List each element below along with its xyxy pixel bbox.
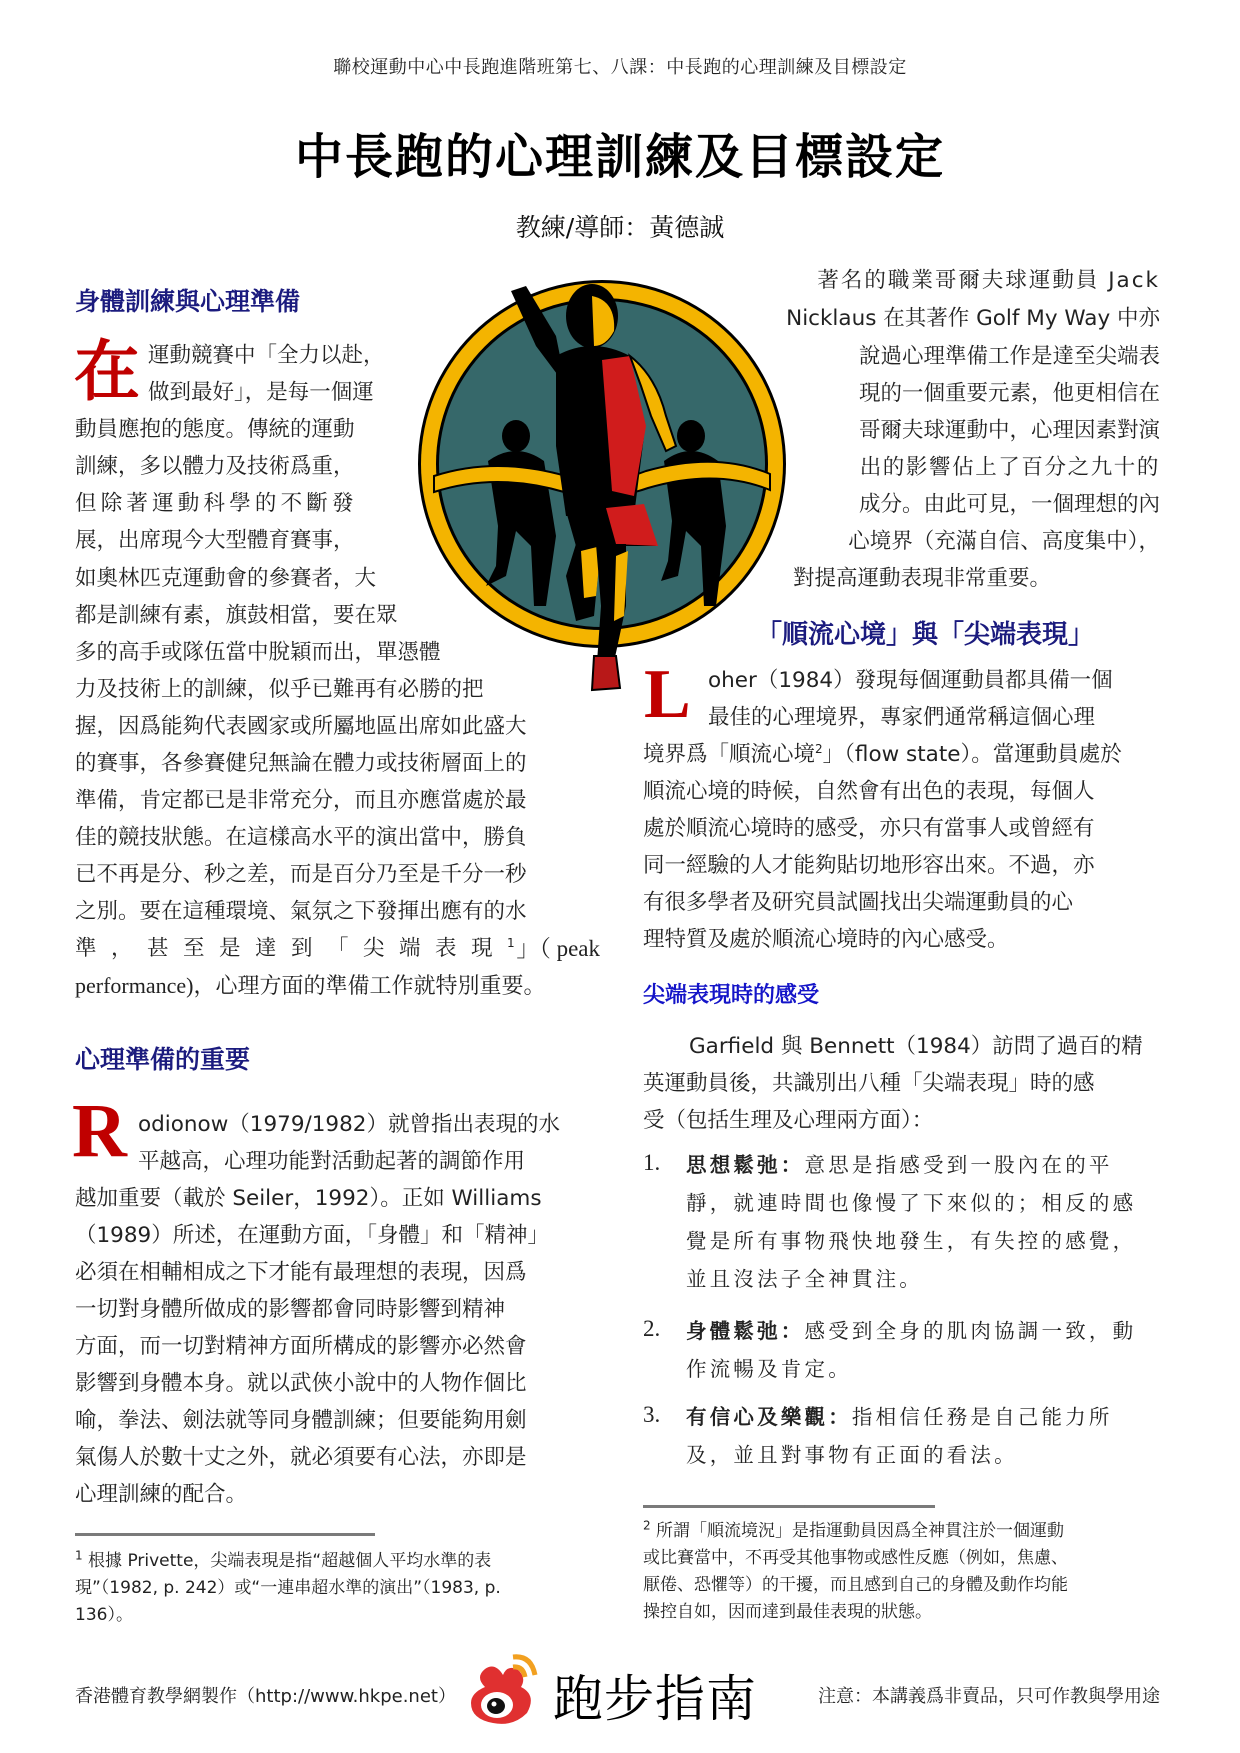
- dropcap-l: L: [644, 656, 691, 733]
- watermark-text: 跑步指南: [553, 1670, 757, 1728]
- footnote-ref-2[interactable]: 2: [815, 741, 823, 756]
- body-line: 說過心理準備工作是達至尖端表: [858, 344, 1160, 369]
- list-text: 指相信任務是自己能力所: [851, 1405, 1113, 1429]
- footer-credit: 香港體育教學網製作（http://www.hkpe.net）: [75, 1686, 456, 1707]
- body-line: 同一經驗的人才能夠貼切地形容出來。不過，亦: [643, 853, 1095, 878]
- body-line: 對提高運動表現非常重要。: [793, 566, 1052, 591]
- footnote-line: 現”（1982, p. 242）或“一連串超水準的演出”（1983, p.: [75, 1578, 501, 1598]
- body-line: 順流心境的時候，自然會有出色的表現，每個人: [643, 779, 1095, 804]
- body-line: 心境界（充滿自信、高度集中），: [848, 529, 1160, 554]
- list-item-3-line: 及，並且對事物有正面的看法。: [686, 1443, 1018, 1467]
- body-line-book: [760, 304, 1160, 334]
- body-line: 現的一個重要元素，他更相信在: [858, 381, 1160, 406]
- author-line: 教練/導師：黃德誠: [515, 213, 725, 242]
- body-line-text: 準，甚至是達到「尖端表現: [75, 936, 508, 961]
- list-item-3-line: [686, 1400, 1113, 1434]
- body-line: 之別。要在這種環境、氣氛之下發揮出應有的水: [75, 899, 527, 924]
- body-line: 平越高，心理功能對活動起著的調節作用: [138, 1149, 526, 1174]
- body-line: 有很多學者及研究員試圖找出尖端運動員的心: [643, 890, 1074, 915]
- list-item-1-line: [686, 1148, 1113, 1182]
- list-term: 思想鬆弛：: [686, 1153, 805, 1177]
- footnote-line: 或比賽當中，不再受其他事物或感性反應（例如，焦慮、: [643, 1548, 1068, 1568]
- body-line: 影響到身體本身。就以武俠小說中的人物作個比: [75, 1371, 527, 1396]
- footer-notice: 注意：本講義爲非賣品，只可作教與學用途: [818, 1686, 1160, 1707]
- body-line-text: 境界爲「順流心境: [643, 742, 816, 767]
- footnote-ref-1[interactable]: 1: [507, 935, 515, 950]
- footnote-separator: [643, 1505, 935, 1508]
- body-line: 已不再是分、秒之差，而是百分乃至是千分一秒: [75, 862, 527, 887]
- body-line: 哥爾夫球運動中，心理因素對演: [858, 418, 1160, 443]
- body-line: 力及技術上的訓練，似乎已難再有必勝的把: [75, 677, 484, 702]
- body-line: 喻，拳法、劍法就等同身體訓練；但要能夠用劍: [75, 1408, 527, 1433]
- list-item-1-line: 並且沒法子全神貫注。: [686, 1267, 923, 1291]
- list-text: 感受到全身的肌肉協調一致，動: [804, 1319, 1137, 1343]
- body-line: 氣傷人於數十丈之外，就必須要有心法，亦即是: [75, 1445, 527, 1470]
- footnote-line: 136）。: [75, 1605, 133, 1625]
- body-line: 受（包括生理及心理兩方面）：: [643, 1108, 934, 1133]
- body-line: 心理訓練的配合。: [75, 1482, 248, 1507]
- body-line-text: 」（flow state）。當運動員處於: [822, 742, 1122, 767]
- body-line: odionow（1979/1982）就曾指出表現的水: [138, 1112, 560, 1137]
- body-line: 做到最好」，是每一個運: [148, 380, 374, 405]
- body-line-flow: [643, 740, 1160, 770]
- section-heading-peak-feelings: 尖端表現時的感受: [643, 982, 820, 1008]
- dropcap-zai: 在: [74, 332, 140, 410]
- body-line: 訓練，多以體力及技術爲重，: [75, 454, 355, 479]
- footnote-text: 根據 Privette，尖端表現是指“超越個人平均水準的表: [88, 1551, 492, 1571]
- body-line: 英運動員後，共識別出八種「尖端表現」時的感: [643, 1071, 1095, 1096]
- body-line: （1989）所述，在運動方面，「身體」和「精神」: [75, 1223, 549, 1248]
- body-line: 方面，而一切對精神方面所構成的影響亦必然會: [75, 1334, 527, 1359]
- dropcap-r: R: [72, 1089, 127, 1173]
- list-number: 2.: [643, 1316, 661, 1341]
- body-line: oher（1984）發現每個運動員都具備一個: [708, 668, 1113, 693]
- footnote-text: 所謂「順流境況」是指運動員因爲全神貫注於一個運動: [656, 1521, 1065, 1541]
- body-line: 出的影響佔上了百分之九十的: [859, 455, 1160, 480]
- body-line-text: 」（ peak: [516, 936, 600, 961]
- body-line: 多的高手或隊伍當中脫穎而出，單憑體: [75, 640, 441, 665]
- section-heading-importance: 心理準備的重要: [75, 1045, 251, 1074]
- footnote-1: [75, 1549, 600, 1574]
- runner-illustration: [416, 276, 788, 696]
- body-line: 準備，肯定都已是非常充分，而且亦應當處於最: [75, 788, 527, 813]
- body-line: 理特質及處於順流心境時的內心感受。: [643, 927, 1009, 952]
- footnote-2: [643, 1519, 1160, 1544]
- body-line: 都是訓練有素，旗鼓相當，要在眾: [75, 603, 398, 628]
- body-line: 佳的競技狀態。在這樣高水平的演出當中，勝負: [75, 825, 527, 850]
- list-text: 意思是指感受到一股內在的平: [804, 1153, 1113, 1177]
- section-heading-flow-peak: 「順流心境」與「尖端表現」: [756, 620, 1095, 650]
- list-item-2-line: [686, 1314, 1136, 1348]
- body-line: 越加重要（載於 Seiler，1992）。正如 Williams: [75, 1186, 542, 1211]
- body-line: 必須在相輔相成之下才能有最理想的表現，因爲: [75, 1260, 527, 1285]
- body-line: 動員應抱的態度。傳統的運動: [75, 417, 355, 442]
- footnote-line: 操控自如，因而達到最佳表現的狀態。: [643, 1602, 932, 1622]
- footnote-number: 1: [75, 1548, 83, 1563]
- body-line: performance)，心理方面的準備工作就特別重要。: [75, 973, 546, 998]
- body-line: 握，因爲能夠代表國家或所屬地區出席如此盛大: [75, 714, 527, 739]
- body-line: 運動競賽中「全力以赴，: [148, 343, 385, 368]
- runner-finish-line-icon: [416, 276, 788, 696]
- body-line: 成分。由此可見，一個理想的內: [858, 492, 1160, 517]
- list-number: 1.: [643, 1150, 661, 1175]
- body-line: 最佳的心理境界，專家們通常稱這個心理: [708, 705, 1096, 730]
- section-heading-physical-mental: 身體訓練與心理準備: [75, 287, 301, 316]
- list-term: 有信心及樂觀：: [686, 1405, 852, 1429]
- body-line: 如奧林匹克運動會的參賽者，大: [75, 566, 377, 591]
- body-line: 但除著運動科學的不斷發: [75, 491, 358, 516]
- body-line: 展，出席現今大型體育賽事，: [75, 528, 355, 553]
- list-item-1-line: 靜，就連時間也像慢了下來似的；相反的感: [686, 1191, 1137, 1215]
- footnote-line: 厭倦、恐懼等）的干擾，而且感到自己的身體及動作均能: [643, 1575, 1068, 1595]
- list-number: 3.: [643, 1402, 661, 1427]
- body-line: Garfield 與 Bennett（1984）訪問了過百的精: [689, 1034, 1143, 1059]
- body-line: 一切對身體所做成的影響都會同時影響到精神: [75, 1297, 506, 1322]
- list-term: 身體鬆弛：: [686, 1319, 805, 1343]
- body-line-text: Nicklaus 在其著作 Golf My Way 中亦: [786, 306, 1160, 331]
- footnote-number: 2: [643, 1518, 651, 1533]
- running-header: 聯校運動中心中長跑進階班第七、八課：中長跑的心理訓練及目標設定: [333, 57, 907, 78]
- footnote-separator: [75, 1533, 375, 1536]
- body-line: 著名的職業哥爾夫球運動員 Jack: [817, 268, 1160, 293]
- body-line: 處於順流心境時的感受，亦只有當事人或曾經有: [643, 816, 1095, 841]
- body-line: 的賽事，各參賽健兒無論在體力或技術層面上的: [75, 751, 527, 776]
- body-line-peak: [75, 934, 600, 964]
- list-item-2-line: 作流暢及肯定。: [686, 1357, 852, 1381]
- weibo-logo-icon: [465, 1647, 555, 1732]
- watermark-logo: [465, 1647, 780, 1732]
- page-title: 中長跑的心理訓練及目標設定: [294, 129, 945, 185]
- list-item-1-line: 覺是所有事物飛快地發生，有失控的感覺，: [686, 1229, 1137, 1253]
